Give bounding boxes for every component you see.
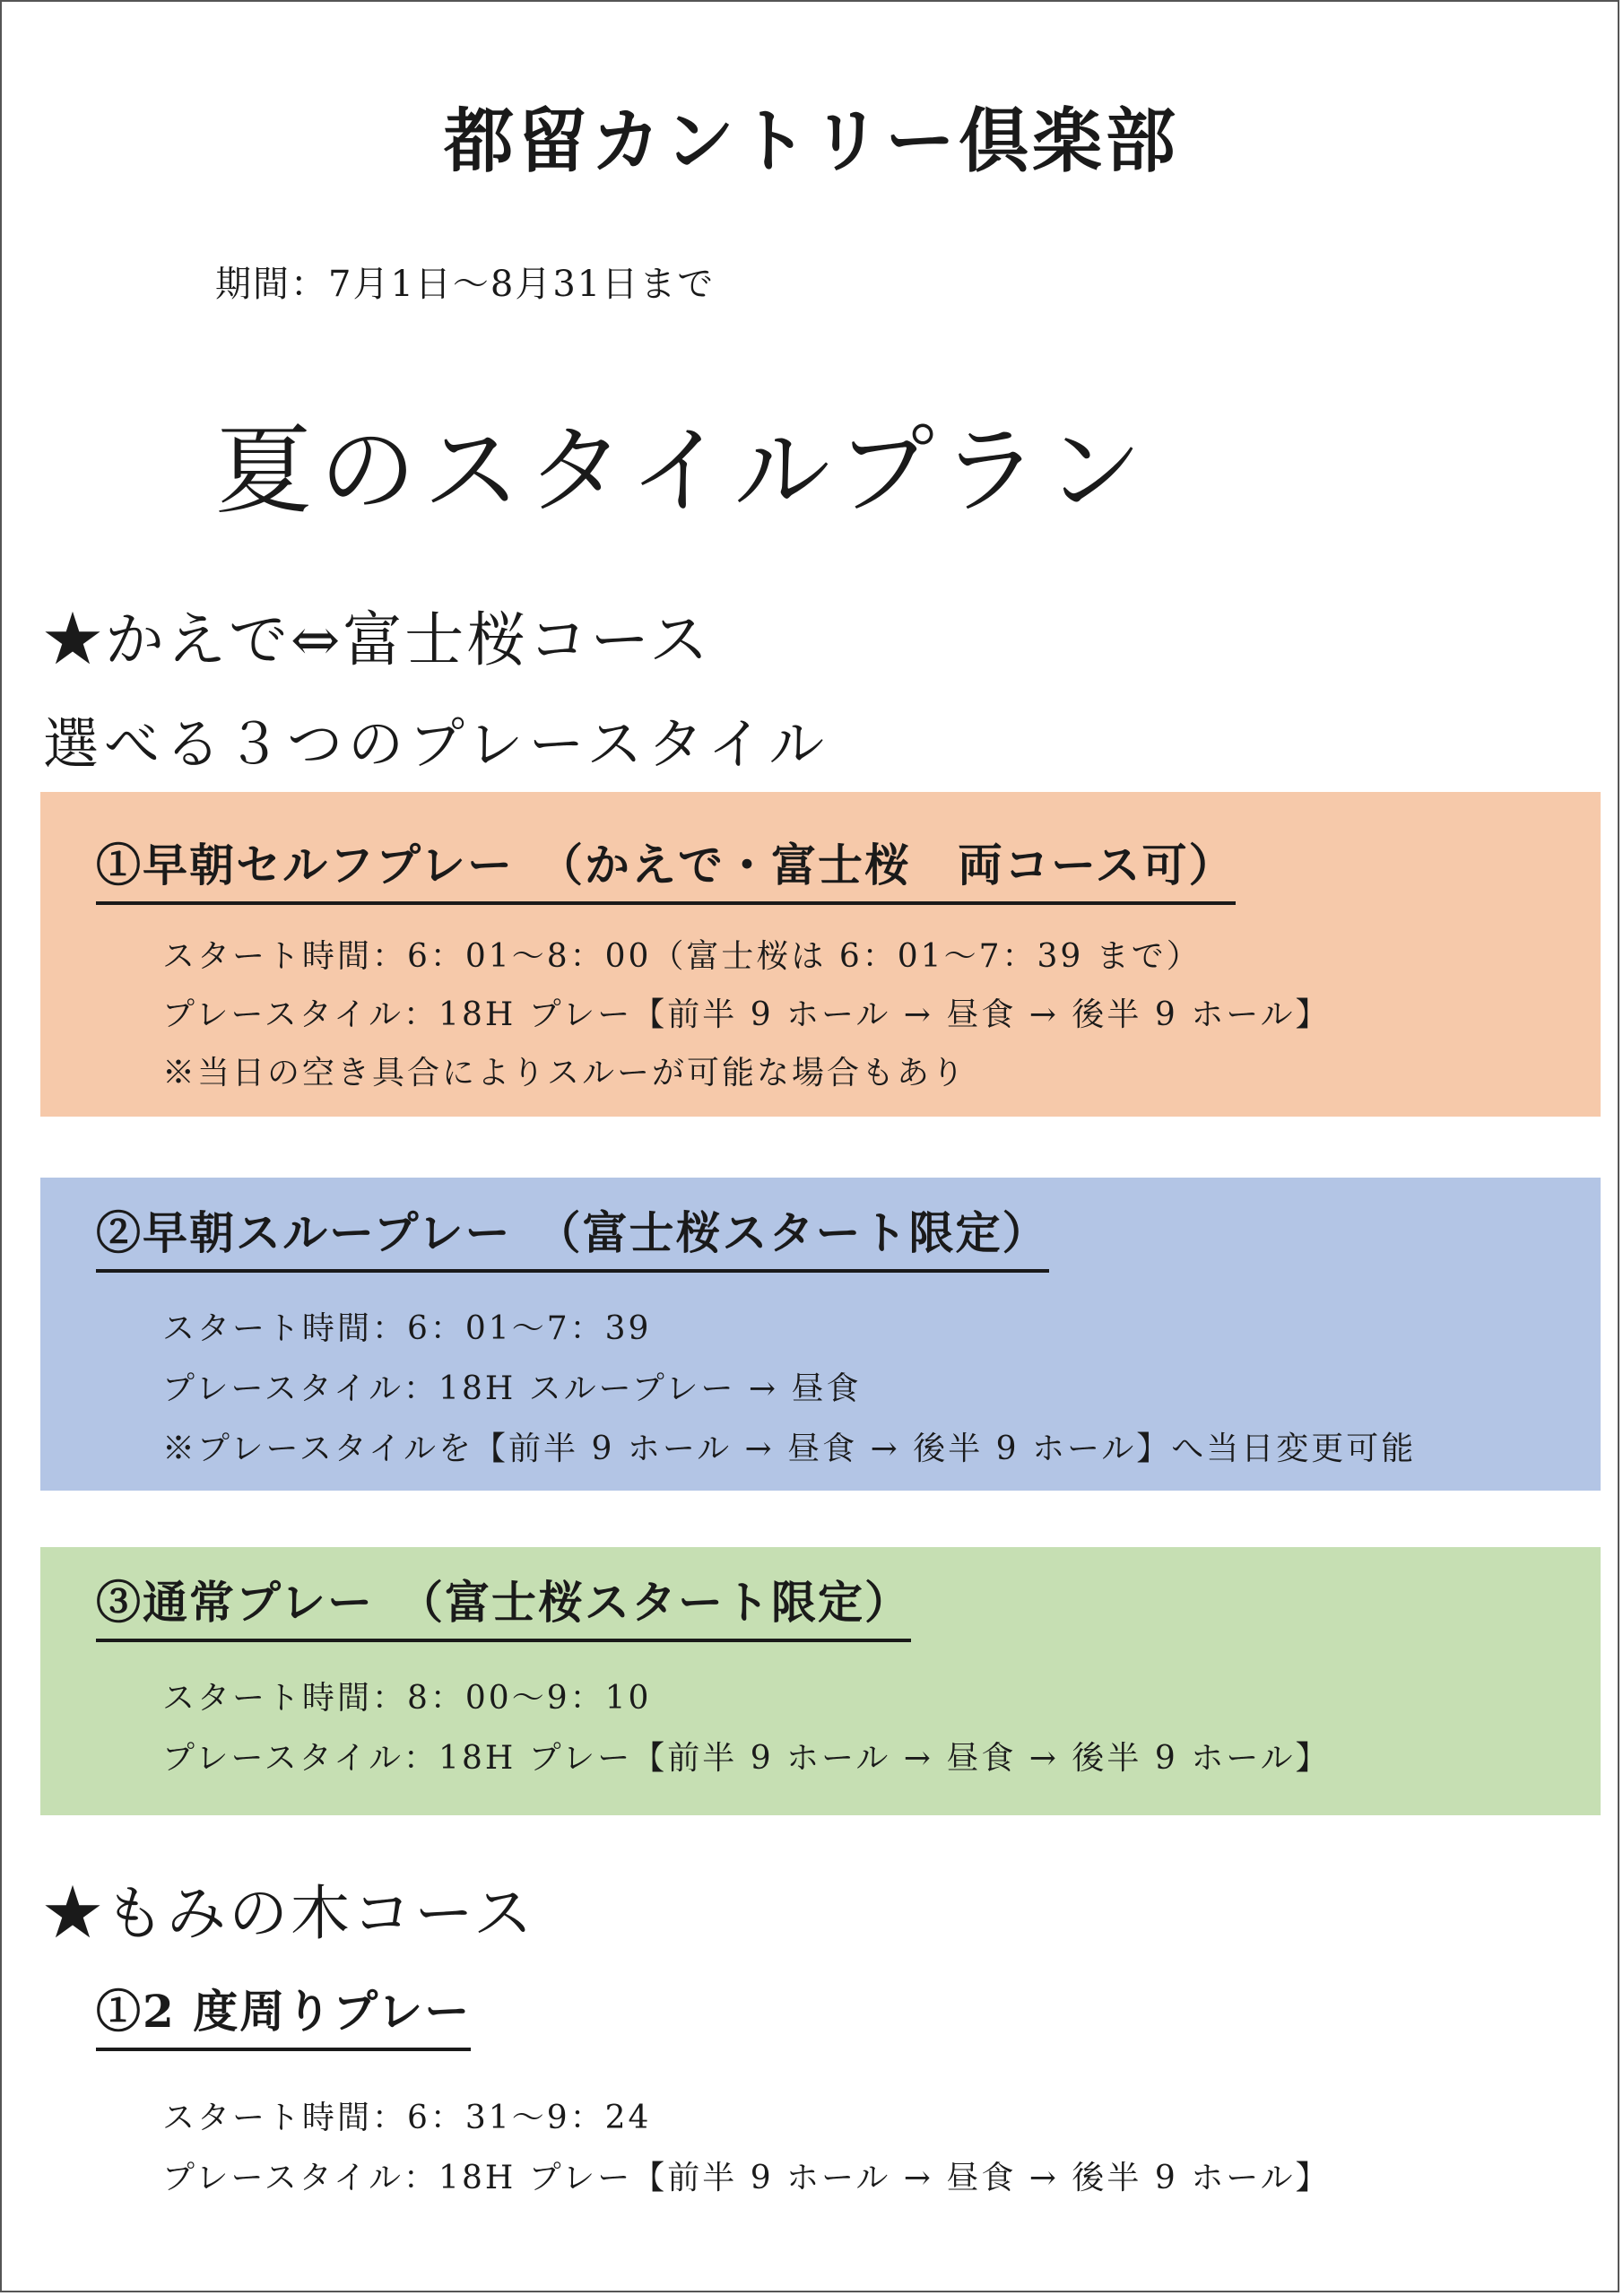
plan-box-regular xyxy=(40,1547,1601,1815)
note-line: ※プレースタイルを【前半 9 ホール → 昼食 → 後半 9 ホール】へ当日変更可能 xyxy=(162,1431,1417,1467)
page-title: 都留カントリー倶楽部 xyxy=(443,100,1179,182)
plan-title-early-through: ②早朝スループレー （富士桜スタート限定） xyxy=(96,1197,1049,1273)
plan-block-two-rounds xyxy=(40,1969,1601,2238)
plan-box-early-through xyxy=(40,1178,1601,1491)
play-style-line: プレースタイル：18H プレー【前半 9 ホール → 昼食 → 後半 9 ホール】 xyxy=(162,996,1331,1033)
campaign-period: 期間：7月1日〜8月31日まで xyxy=(215,264,716,305)
plan-box-early-self xyxy=(40,792,1601,1117)
course-heading-kaede-fujizakura: ★かえで⇔富士桜コース xyxy=(43,605,712,674)
plan-title-early-self: ①早朝セルフプレー （かえで・富士桜 両コース可） xyxy=(96,830,1236,905)
plan-title-two-rounds: ①2 度周りプレー xyxy=(96,1976,471,2051)
note-line: ※当日の空き具合によりスルーが可能な場合もあり xyxy=(162,1055,968,1091)
play-styles-subheading: 選べる３つのプレースタイル xyxy=(43,711,830,777)
plan-name: 夏のスタイルプラン xyxy=(215,415,1150,527)
play-style-line: プレースタイル：18H スループレー → 昼食 xyxy=(162,1370,862,1407)
course-heading-mominoki: ★もみの木コース xyxy=(43,1879,535,1948)
start-time-line: スタート時間：6：01〜7：39 xyxy=(162,1310,652,1347)
start-time-line: スタート時間：6：01〜8：00（富士桜は 6：01〜7：39 まで） xyxy=(162,938,1202,975)
start-time-line: スタート時間：6：31〜9：24 xyxy=(162,2100,652,2136)
play-style-line: プレースタイル：18H プレー【前半 9 ホール → 昼食 → 後半 9 ホール】 xyxy=(162,2160,1331,2196)
plan-title-regular: ③通常プレー （富士桜スタート限定） xyxy=(96,1567,911,1642)
play-style-line: プレースタイル：18H プレー【前半 9 ホール → 昼食 → 後半 9 ホール】 xyxy=(162,1740,1331,1777)
start-time-line: スタート時間：8：00〜9：10 xyxy=(162,1680,652,1717)
